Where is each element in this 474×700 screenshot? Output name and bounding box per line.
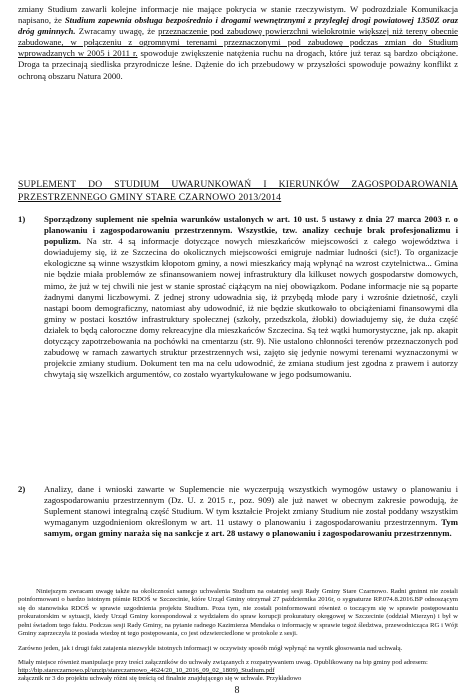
intro-quote: Studium zapewnia obsługa bezpośrednio i drogami wewnętrznymi z przyległej drogi powiatowej 1350Z oraz dróg gminnych. (18, 15, 458, 37)
section-title (18, 178, 458, 204)
section-title-line-1: SUPLEMENT DO STUDIUM UWARUNKOWAŃ I KIERUNKÓW ZAGOSPODAROWANIA (18, 179, 458, 190)
list-item-2-bold: Tym samym, organ gminy naraża się na sankcje z art. 28 ustawy o planowaniu i zagospodarowaniu przestrzennym. (44, 517, 458, 539)
intro-underlined-2: , w połączeniu z ogromnymi terenami przeznaczonymi pod zabudowę podczas zmian do Studium wprowadzanych w 2005 i 2011 r. (18, 37, 458, 59)
list-item-1-text (44, 214, 458, 380)
list-item-1-body: Na str. 4 są informacje dotyczące nowych mieszkańców miejscowości z całego województwa i dowiadujemy się, iż ze Szczecina do okolicznych miejscowości emigruje nadmiar ludności (sic!). To organizacje ekologiczne są winne wszystkim kłopotom gminy, a nowi mieszkańcy mają wpłynąć na wzrost czytelnictwa... Gmina nie będzie miała problemów ze sfinansowaniem nowej infrastruktury dla kilkuset nowych gospodarstw domowych, mimo, że już w tej chwili nie jest w stanie sprostać ciążącym na niej obowiązkom. Podane informacje nie są poparte żadnymi danymi liczbowymi. Z jednej strony udowadnia się, iż przybędą młode pary i wzrośnie dzietność, czyli nastąpi boom demograficzny, natomiast aby udowodnić, iż nie będzie skutkowało to obciążeniami finansowymi dla gminy w postaci kosztów infrastruktury społecznej (szkoły, przedszkola, żłobki) dowiadujemy się, że duża część działek to będą całoroczne domy rekreacyjne dla mieszkańców Szczecina. Są też wątki humorystyczne, jak np. akapit dotyczący zapotrzebowania na pochówki na cmentarzu (str. 9). Nie ustalono chłonności terenów przeznaczonych pod zabudowę w ramach zawartych struktur przestrzennych wsi, zajęto się jedynie nowymi terenami wyznaczonymi w projekcie zmiany studium. Dokument ten ma na celu udowodnić, że zmiana studium jest zgodna z prawem i autorzy chwytają się wszelkich argumentów, co zostało wyartykułowane w jego podsumowaniu. (44, 236, 458, 380)
closing-paragraph-2: Zarówno jeden, jak i drugi fakt zatajenia niezwykle istotnych informacji w oczywisty sposób mógł wpłynąć na wynik głosowania nad uchwałą. (18, 645, 403, 652)
intro-text-c: Zwracamy uwagę, że (75, 26, 159, 37)
list-item-2-number: 2) (18, 484, 26, 494)
list-item-1-number: 1) (18, 214, 26, 224)
closing-paragraph-3: Miały miejsce również manipulacje przy treści załączników do uchwały związanych z rozpatrywaniem uwag. Opublikowany na bip gminy pod adresem: (18, 659, 428, 666)
page-number: 8 (234, 685, 240, 696)
closing-paragraph-4: załącznik nr 3 do projektu uchwały różni się treścią od finalnie znajdującego się w uchwale. Przykładowo (18, 675, 302, 682)
closing-paragraph-1: Niniejszym zwracam uwagę także na okoliczności samego uchwalenia Studium na ostatniej sesji Rady Gminy Stare Czarnowo. Radni gminni nie zostali poinformowani o bardzo istotnym piśmie RDOŚ w Szczecinie, które Urząd Gminy otrzymał 27 października 2016r, o sygnaturze RP.074.8.2016.BP odnoszącym się do stanowiska RDOŚ w sprawie uzgodnienia projektu Studium. Poza tym, nie zostali poinformowani również o toczącym się w sprawie postępowaniu prokuratorskim w sytuacji, kiedy Urząd Gminy korespondował z wydziałem do spraw korupcji prokuratury okręgowej w Szczecinie (oddział Mierzyn) i był w pełni świadom tego faktu. Podczas sesji Rady Gminy, na pytanie radnego Kazimierza Mendaka o informację w sprawie tegoż śledztwa, przewodnicząca RG i Wójt Gminy zaprzeczyła iż posiada wiedzę nt tego postępowania, co jest odzwierciedlone w protokole z sesji. (18, 588, 458, 638)
list-item-2-text (44, 484, 458, 539)
section-title-line-2: PRZESTRZENNEGO GMINY STARE CZARNOWO 2013/2014 (18, 192, 282, 203)
list-item-1 (18, 214, 458, 470)
list-item-2-body: Analizy, dane i wnioski zawarte w Suplemencie nie wyczerpują wszystkich wymogów ustawy o planowaniu i zagospodarowaniu przestrzennym (Dz. U. z 2015 r., poz. 909) ale już nawet w obecnym zakresie powodują, że Suplement stanowi integralną część Studium. W tym kształcie Projekt zmiany Studium nie został poddany wszystkim wymaganym uzgodnieniom określonym w art. 11 ustawy o planowaniu i zagospodarowaniu przestrzennym. (44, 484, 458, 528)
intro-text-a: zmiany Studium zawarli kolejne informacje nie mające pokrycia w stanie rzeczywistym. W podrozdziale Komunikacja napisano, że (18, 4, 458, 26)
intro-text-f: spowoduje zwiększenie natężenia ruchu na drogach, które już teraz są bardzo obciążone. Droga ta przecinają siedliska przyrodnicze leśne. Dążenie do ich przebudowy w przyszłości spowoduje poważny konflikt z ochroną obszaru Natura 2000. (18, 48, 458, 81)
intro-underlined-1: przeznaczenie pod zabudowę powierzchni wielokrotnie większej niż tereny obecnie zabudowane (18, 26, 459, 48)
list-item-2 (18, 484, 458, 574)
bip-link[interactable]: http://bip.stareczarnowo.pl/unzip/stareczarnowo_4624/20_10_2016_09_02_1809)_Studium.pdf (18, 667, 275, 674)
intro-paragraph (18, 4, 458, 82)
list-item-1-bold: Sporządzony suplement nie spełnia warunków ustalonych w art. 10 ust. 5 ustawy z dnia 27 marca 2003 r. o planowaniu i zagospodarowaniu przestrzennym. Wszystkie, tzw. analizy cechuje brak profesjonalizmu i populizm. (44, 214, 458, 247)
